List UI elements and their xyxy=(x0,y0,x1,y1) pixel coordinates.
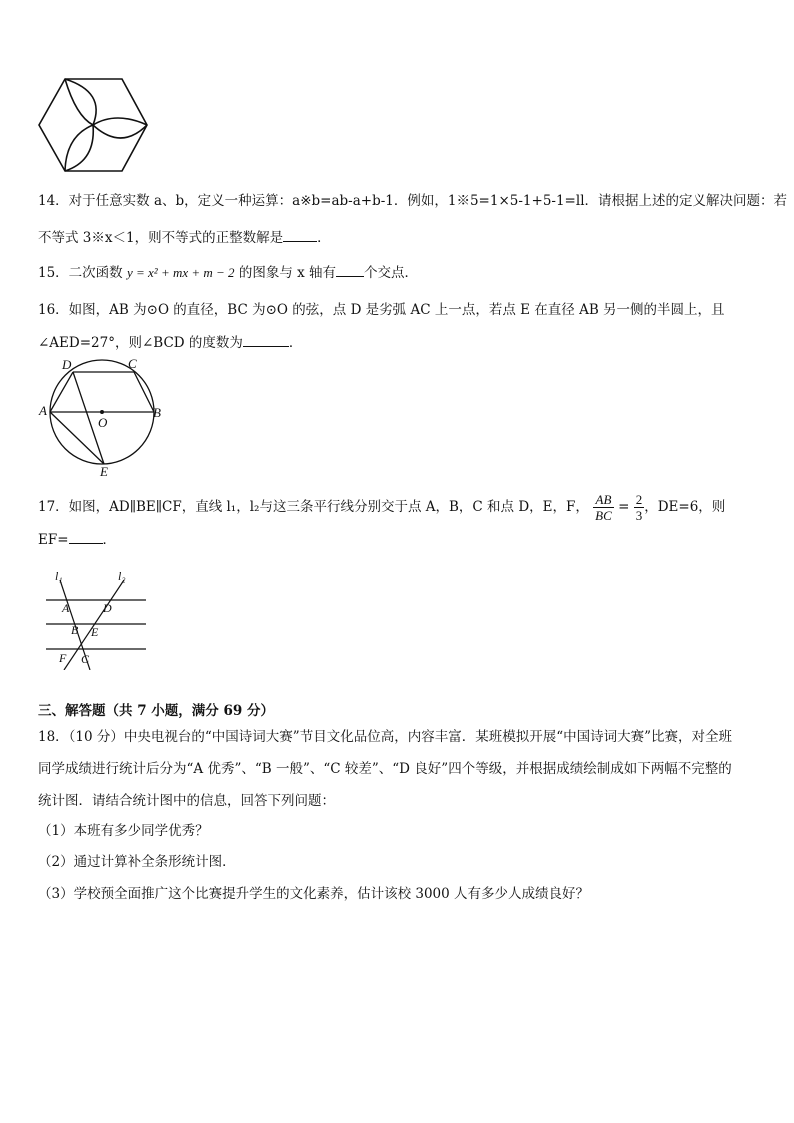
q17-end: ． xyxy=(102,532,117,548)
q18-sub3: （3）学校预全面推广这个比赛提升学生的文化素养，估计该校 3000 人有多少人成绩良好？ xyxy=(38,886,590,902)
q17-line2 xyxy=(38,530,116,549)
point-label-e: E xyxy=(91,625,99,639)
q18-sub1: （1）本班有多少同学优秀？ xyxy=(38,823,209,839)
answer-blank[interactable] xyxy=(69,530,103,544)
section-title: 三、解答题（共 7 小题，满分 69 分） xyxy=(38,703,274,719)
answer-blank[interactable] xyxy=(336,263,364,277)
circle-figure xyxy=(36,354,166,478)
point-label-b: B xyxy=(153,405,161,420)
q14-line2 xyxy=(38,228,331,247)
point-label-o: O xyxy=(98,415,108,430)
answer-blank[interactable] xyxy=(283,228,317,242)
point-label-c: C xyxy=(81,652,90,666)
fraction-denominator: 3 xyxy=(635,508,643,523)
point-label-f: F xyxy=(59,651,67,665)
point-label-c: C xyxy=(128,356,137,371)
q15-formula: y = x² + mx + m − 2 xyxy=(126,265,235,280)
q14-text: 不等式 3※x＜1，则不等式的正整数解是 xyxy=(38,230,284,246)
q17-line1 xyxy=(38,492,725,523)
point-label-b: B xyxy=(71,623,79,637)
q17-post: ，DE=6，则 xyxy=(644,499,726,515)
fraction-denominator: BC xyxy=(595,508,612,523)
q15-text: 15．二次函数 xyxy=(38,265,123,281)
fraction-numerator: AB xyxy=(593,492,614,508)
point-label-d: D xyxy=(103,601,112,615)
line-label-l2: l₂ xyxy=(118,569,126,583)
q14-line1: 14．对于任意实数 a、b，定义一种运算：a※b=ab-a+b-1．例如，1※5=1×5-1+5-1=ll．请根据上述的定义解决问题：若 xyxy=(38,193,788,209)
fraction-numerator: 2 xyxy=(635,492,643,507)
equals-sign: = xyxy=(618,499,630,515)
q16-end: ． xyxy=(288,335,303,351)
q17-ef: EF= xyxy=(38,532,69,548)
point-label-a: A xyxy=(39,403,47,418)
line-label-l1: l₁ xyxy=(55,569,63,583)
q14-end: ． xyxy=(317,230,331,246)
fraction-2-3 xyxy=(634,492,645,523)
q15-line xyxy=(38,263,418,282)
q18-line1: 18．（10 分）中央电视台的“中国诗词大赛”节目文化品位高，内容丰富．某班模拟开展“中国诗词大赛”比赛，对全班 xyxy=(38,729,733,745)
q16-line1: 16．如图，AB 为⊙O 的直径，BC 为⊙O 的弦，点 D 是劣弧 AC 上一点，若点 E 在直径 AB 另一侧的半圆上，且 xyxy=(38,302,725,318)
q18-line3: 统计图．请结合统计图中的信息，回答下列问题： xyxy=(38,793,335,809)
q17-text: 17．如图，AD∥BE∥CF，直线 l₁，l₂与这三条平行线分别交于点 A，B，C 和点 D，E，F， xyxy=(38,499,589,515)
parallel-lines-figure xyxy=(40,566,150,670)
fraction-ab-bc xyxy=(593,492,614,523)
point-label-a: A xyxy=(62,601,70,615)
q15-mid: 的图象与 x 轴有 xyxy=(238,265,337,281)
point-label-e: E xyxy=(100,464,108,478)
answer-blank[interactable] xyxy=(243,333,289,347)
q15-end: 个交点． xyxy=(364,265,419,281)
q18-sub2: （2）通过计算补全条形统计图． xyxy=(38,854,236,870)
q16-line2 xyxy=(38,333,302,352)
hexagon-arcs-figure xyxy=(36,76,150,174)
point-label-d: D xyxy=(62,357,72,372)
q18-line2: 同学成绩进行统计后分为“A 优秀”、“B 一般”、“C 较差”、“D 良好”四个等级，并根据成绩绘制成如下两幅不完整的 xyxy=(38,761,732,777)
q16-text: ∠AED=27°，则∠BCD 的度数为 xyxy=(38,335,243,351)
